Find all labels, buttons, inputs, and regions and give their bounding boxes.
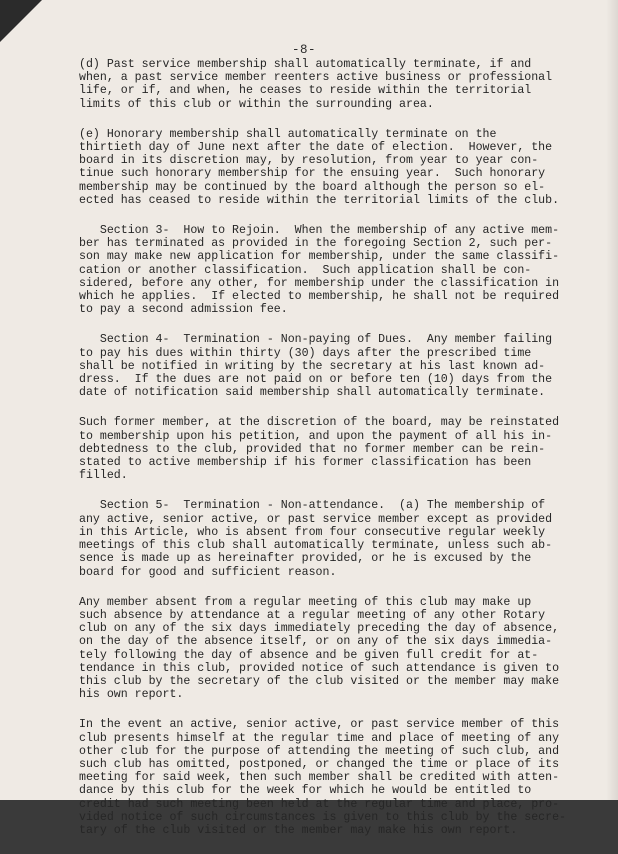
text-line: tendance in this club, provided notice of such attendance is given to xyxy=(79,661,560,675)
text-line: cation or another classification. Such application shall be con- xyxy=(79,263,532,277)
text-line: Section 4- Termination - Non-paying of Dues. Any member failing xyxy=(79,333,553,347)
paragraph xyxy=(79,499,565,578)
paragraph xyxy=(79,58,565,111)
text-line: debtedness to the club, provided that no former member can be rein- xyxy=(79,442,546,456)
paragraph xyxy=(79,596,565,702)
paragraph xyxy=(79,128,565,207)
text-line: such absence by attendance at a regular meeting of any other Rotary xyxy=(79,608,546,622)
paragraph xyxy=(79,333,565,399)
text-line: to pay his dues within thirty (30) days after the prescribed time xyxy=(79,346,532,360)
paragraph xyxy=(79,224,565,316)
text-line: dance by this club for the week for which he would be entitled to xyxy=(79,784,532,798)
text-line: (e) Honorary membership shall automatically terminate on the xyxy=(79,127,497,141)
text-line: Any member absent from a regular meeting of this club may make up xyxy=(79,595,532,609)
text-line: to pay a second admission fee. xyxy=(79,303,288,317)
text-line: sence is made up as hereinafter provided, or he is excused by the xyxy=(79,552,532,566)
text-line: which he applies. If elected to membership, he shall not be required xyxy=(79,290,560,304)
text-line: tinue such honorary membership for the ensuing year. Such honorary xyxy=(79,167,546,181)
text-line: filled. xyxy=(79,469,128,483)
text-line: club on any of the six days immediately preceding the day of absence, xyxy=(79,622,560,636)
text-line: Section 5- Termination - Non-attendance. (a) The membership of xyxy=(79,499,546,513)
text-line: date of notification said membership shall automatically terminate. xyxy=(79,386,546,400)
text-line: any active, senior active, or past service member except as provided xyxy=(79,512,553,526)
text-line: shall be notified in writing by the secretary at his last known ad- xyxy=(79,359,546,373)
text-line: club presents himself at the regular time and place of meeting of any xyxy=(79,731,560,745)
text-line: meeting for said week, then such member shall be credited with atten- xyxy=(79,771,560,785)
text-line: limits of this club or within the surrounding area. xyxy=(79,97,434,111)
text-line: board in its discretion may, by resolution, from year to year con- xyxy=(79,154,539,168)
folded-corner xyxy=(0,0,42,42)
text-line: credit had such meeting been held at the regular time and place, pro- xyxy=(79,797,560,811)
text-line: stated to active membership if his former classification has been xyxy=(79,456,532,470)
text-line: Such former member, at the discretion of the board, may be reinstated xyxy=(79,416,560,430)
text-line: thirtieth day of June next after the date of election. However, the xyxy=(79,141,553,155)
text-line: In the event an active, senior active, or past service member of this xyxy=(79,718,560,732)
text-line: sidered, before any other, for membership under the classification in xyxy=(79,276,560,290)
text-line: other club for the purpose of attending the meeting of such club, and xyxy=(79,744,560,758)
text-line: tely following the day of absence and be given full credit for at- xyxy=(79,648,539,662)
text-line: this club by the secretary of the club visited or the member may make xyxy=(79,674,560,688)
text-line: son may make new application for membership, under the same classifi- xyxy=(79,250,560,264)
text-line: life, or if, and when, he ceases to reside within the territorial xyxy=(79,84,532,98)
text-line: membership may be continued by the board although the person so el- xyxy=(79,180,546,194)
text-line: board for good and sufficient reason. xyxy=(79,565,337,579)
page-number: -8- xyxy=(292,43,317,57)
text-line: Section 3- How to Rejoin. When the membership of any active mem- xyxy=(79,224,560,238)
text-line: vided notice of such circumstances is given to this club by the secre- xyxy=(79,810,567,824)
paragraph xyxy=(79,718,565,837)
text-line: (d) Past service membership shall automatically terminate, if and xyxy=(79,58,532,71)
document-body xyxy=(79,58,565,854)
text-line: ected has ceased to reside within the territorial limits of the club. xyxy=(79,193,560,207)
paragraph xyxy=(79,416,565,482)
text-line: meetings of this club shall automatically terminate, unless such ab- xyxy=(79,539,553,553)
text-line: tary of the club visited or the member may make his own report. xyxy=(79,823,518,837)
text-line: in this Article, who is absent from four consecutive regular weekly xyxy=(79,525,546,539)
text-line: to membership upon his petition, and upon the payment of all his in- xyxy=(79,429,553,443)
text-line: when, a past service member reenters active business or professional xyxy=(79,71,553,85)
text-line: his own report. xyxy=(79,688,184,702)
page-edge-shadow xyxy=(606,0,618,800)
text-line: such club has omitted, postponed, or changed the time or place of its xyxy=(79,757,560,771)
text-line: dress. If the dues are not paid on or before ten (10) days from the xyxy=(79,373,553,387)
text-line: ber has terminated as provided in the foregoing Section 2, such per- xyxy=(79,237,553,251)
text-line: on the day of the absence itself, or on any of the six days immedia- xyxy=(79,635,553,649)
